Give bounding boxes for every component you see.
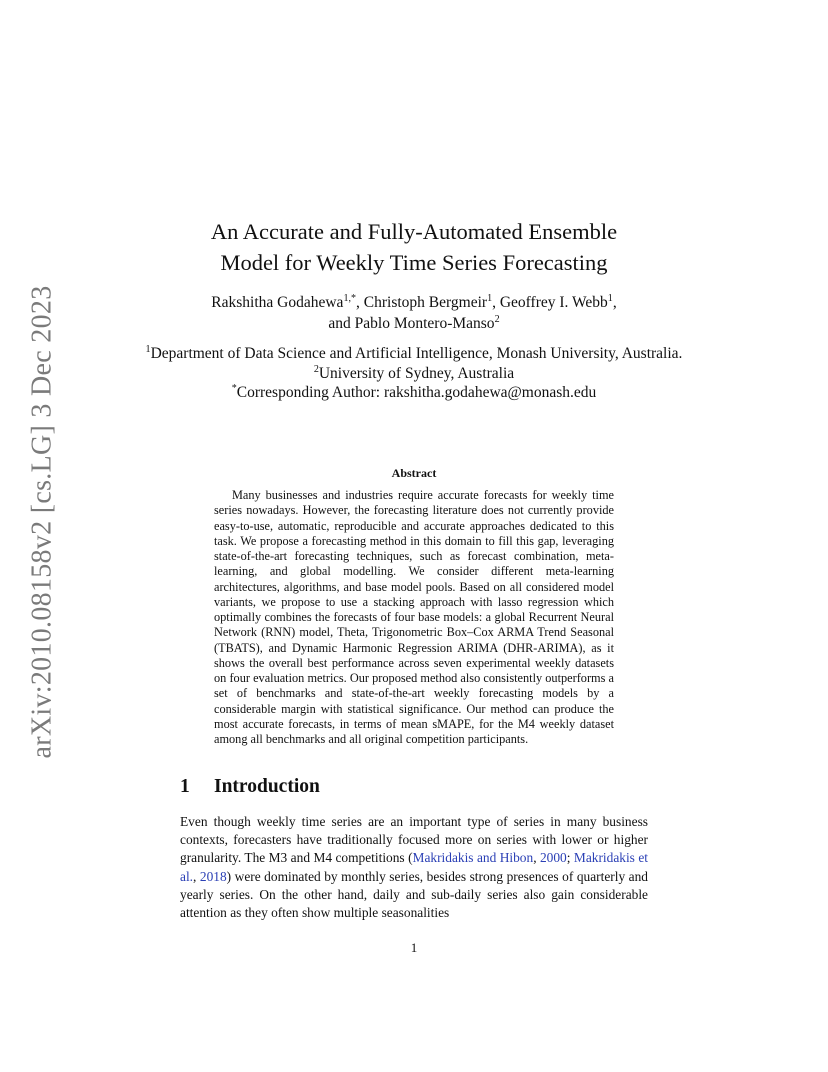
affiliation-item: $^2$University of Sydney, Australia [313, 363, 515, 382]
page-number: 1 [410, 940, 418, 955]
author-name: Rakshitha Godahewa [211, 294, 344, 311]
abstract-heading: Abstract [391, 466, 437, 480]
author-affiliation-mark: 1 [607, 292, 613, 304]
arxiv-identifier [22, 285, 62, 759]
author-affiliation-mark: 2 [494, 313, 500, 325]
author-affiliation-mark: 1 [487, 292, 493, 304]
author-affiliation-mark: 1,* [343, 292, 357, 304]
introduction-paragraph: Even though weekly time series are an important type of series in many business contexts, forecasters have traditionally focused more on series with lower or higher granularity. The M3 and M4 competitions (Makridakis and Hibon, 2000; Makridakis et al., 2018) were dominated by monthly series, besides strong presences of quarterly and yearly series. On the other hand, daily and sub-daily series also gain considerable attention as they often show multiple seasonalities [180, 814, 648, 921]
paper-title [110, 216, 718, 278]
title-line-2: Model for Weekly Time Series Forecasting [220, 250, 608, 275]
author-name: Christoph Bergmeir [363, 294, 488, 311]
affiliation-list [110, 344, 718, 403]
section-title: Introduction [214, 776, 320, 797]
title-line-1: An Accurate and Fully-Automated Ensemble [210, 219, 618, 244]
arxiv-identifier-text: arXiv:2010.08158v2 [cs.LG] 3 Dec 2023 [26, 285, 58, 759]
citation-link[interactable]: Makridakis and Hibon [412, 850, 534, 866]
citation-link-year[interactable]: 2018 [199, 868, 227, 884]
section-heading-introduction [180, 776, 320, 798]
author-name: Geoffrey I. Webb [499, 294, 608, 311]
author-list: Rakshitha Godahewa$^{1,*}$, Christoph Bergmeir$^1$, Geoffrey I. Webb$^1$, and Pablo Montero-Manso$^2$ [211, 292, 617, 332]
abstract-text: Many businesses and industries require accurate forecasts for weekly time series nowadays. However, the forecasting literature does not currently provide easy-to-use, automatic, reproducible and accurate approaches dedicated to this task. We propose a forecasting method in this domain to fill this gap, leveraging state-of-the-art forecasting techniques, such as forecast combination, meta-learning, and global modelling. We consider different meta-learning architectures, algorithms, and base model pools. Based on all considered model variants, we propose to use a stacking approach with lasso regression which optimally combines the forecasts of four base models: a global Recurrent Neural Network (RNN) model, Theta, Trigonometric Box–Cox ARMA Trend Seasonal (TBATS), and Dynamic Harmonic Regression ARIMA (DHR-ARIMA), as it shows the overall best performance across seven experimental weekly datasets on four evaluation metrics. Our proposed method also consistently outperforms a set of benchmarks and state-of-the-art weekly forecasting models by a considerable margin with statistical significance. Our method can produce the most accurate forecasts, in terms of mean sMAPE, for the M4 weekly dataset among all benchmarks and all original competition participants. [214, 488, 614, 746]
author-name: and Pablo Montero-Manso [328, 315, 495, 332]
affiliation-item: $^1$Department of Data Science and Artificial Intelligence, Monash University, Australia. [145, 343, 683, 362]
citation-link[interactable]: Makridakis et al. [180, 850, 648, 884]
corresponding-author: *Corresponding Author: rakshitha.godahewa@monash.edu [231, 382, 597, 401]
citation-link-year[interactable]: 2000 [539, 850, 567, 866]
section-number: 1 [180, 776, 190, 797]
